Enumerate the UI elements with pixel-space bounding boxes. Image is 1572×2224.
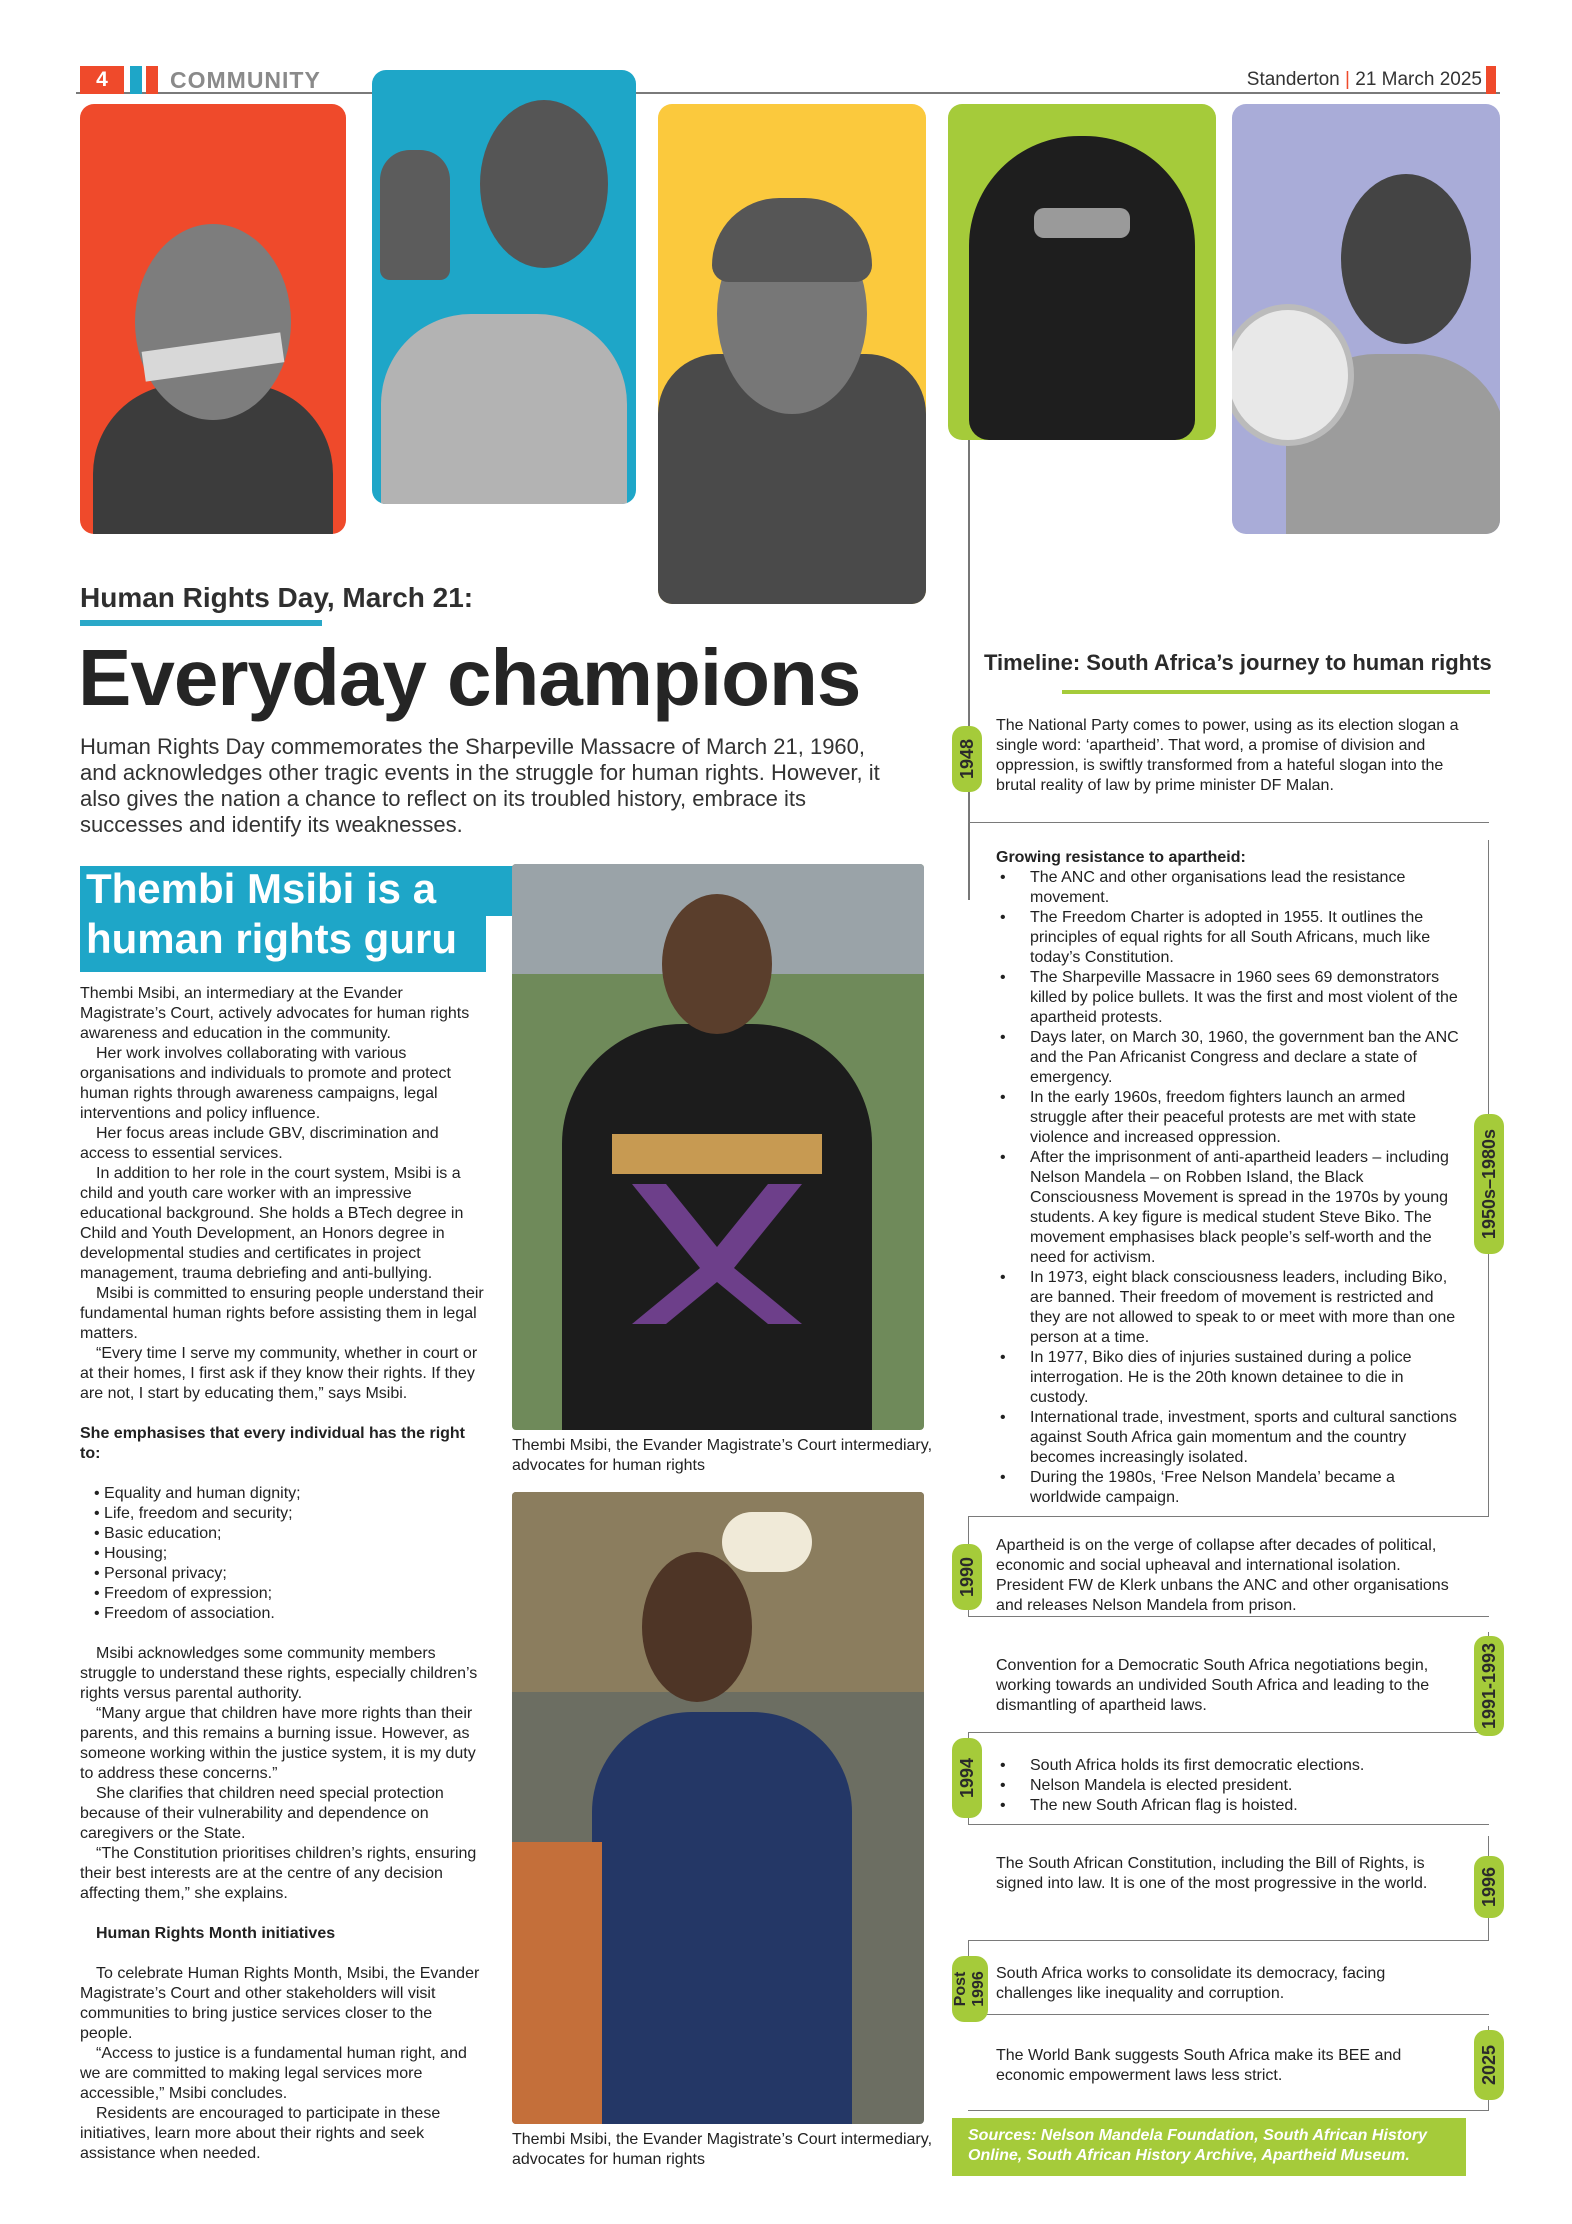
year-badge [952, 726, 982, 792]
kicker: Human Rights Day, March 21: [80, 582, 474, 613]
rights-lead: She emphasises that every individual has the right to: [80, 1425, 466, 1462]
veil-icon [969, 136, 1195, 440]
list-item: • Days later, on March 30, 1960, the government ban the ANC and the Pan Africanist Congress and declare a state of emergency. [996, 1028, 1466, 1088]
gown-icon [562, 1024, 872, 1430]
timeline-bullets [996, 1756, 1466, 1816]
list-item: • International trade, investment, sports and cultural sanctions against South Africa gain momentum and the country becomes increasingly isolated. [996, 1408, 1466, 1468]
list-item: • Freedom of association. [94, 1604, 485, 1624]
year-badge [1474, 1114, 1504, 1254]
portrait-panel-megaphone [1232, 104, 1500, 534]
issue-date: 21 March 2025 [1355, 69, 1482, 90]
list-item: • The new South African flag is hoisted. [996, 1796, 1466, 1816]
year-badge [952, 1956, 988, 2022]
year-badge [1474, 1636, 1504, 1736]
intro-paragraph: Human Rights Day commemorates the Sharpeville Massacre of March 21, 1960, and acknowledges other tragic events in the struggle for human rights. However, it also gives the nation a chance to reflect on its troubled history, embrace its successes and identify its weaknesses. [80, 734, 880, 837]
headline: Everyday champions [78, 633, 861, 722]
photo-caption: Thembi Msibi, the Evander Magistrate’s Court intermediary, advocates for human rights [512, 1437, 933, 1474]
article-paragraph: Thembi Msibi, an intermediary at the Evander Magistrate’s Court, actively advocates for human rights awareness and education in the community. [80, 985, 470, 1042]
eyes-icon [1034, 208, 1130, 238]
article-paragraph: “Access to justice is a fundamental human right, and we are committed to making legal services more accessible,” Msibi concludes. [80, 2045, 467, 2102]
photo-caption: Thembi Msibi, the Evander Magistrate’s Court intermediary, advocates for human rights [512, 2131, 933, 2168]
year-label: 1991-1993 [1479, 1642, 1499, 1730]
article-paragraph: To celebrate Human Rights Month, Msibi, the Evander Magistrate’s Court and other stakeholders will visit communities to bring justice services closer to the people. [80, 1965, 480, 2042]
sources-box: Sources: Nelson Mandela Foundation, South African History Online, South African History Archive, Apartheid Museum. [952, 2118, 1466, 2176]
year-label: Post 1996 [952, 1971, 987, 2007]
article-paragraph: “Every time I serve my community, whether in court or at their homes, I first ask if they know their rights. If they are not, I start by educating them,” says Msibi. [80, 1345, 478, 1402]
year-label: 1990 [957, 1556, 978, 1598]
article-paragraph: Msibi is committed to ensuring people understand their fundamental human rights before assisting them in legal matters. [80, 1285, 484, 1342]
header-accent-blue [130, 66, 142, 94]
article-paragraph: “The Constitution prioritises children’s rights, ensuring their best interests are at the centre of any decision affecting them,” she explains. [80, 1845, 477, 1902]
beanie-icon [712, 198, 872, 282]
portrait-panel-taped-mouth [80, 104, 346, 534]
portrait-body [381, 314, 627, 504]
year-label: 1994 [957, 1757, 978, 1799]
timeline-text: The South African Constitution, including the Bill of Rights, is signed into law. It is one of the most progressive in the world. [996, 1855, 1428, 1892]
timeline-title-underline [1062, 690, 1490, 694]
raised-hand-icon [380, 150, 450, 280]
timeline-text: The National Party comes to power, using as its election slogan a single word: ‘apartheid’. That word, a promise of division and oppression, is swiftly transformed from a hateful slogan into the brutal reality of law by prime minister DF Malan. [996, 717, 1459, 794]
rights-list [94, 1484, 485, 1624]
list-item: • In 1977, Biko dies of injuries sustained during a police interrogation. He is the 20th known detainee to die in custody. [996, 1348, 1466, 1408]
article-paragraph: Her focus areas include GBV, discrimination and access to essential services. [80, 1125, 439, 1162]
face-icon [662, 894, 772, 1034]
list-item: • After the imprisonment of anti-apartheid leaders – including Nelson Mandela – on Robben Island, the Black Consciousness Movement is spread in the 1970s by young students. A key figure is medical student Steve Biko. The movement emphasises black people’s self-worth and the need for activism. [996, 1148, 1466, 1268]
header-accent-red [146, 66, 158, 94]
portrait-head [135, 224, 291, 420]
year-label: 1950s–1980s [1479, 1128, 1499, 1240]
year-badge [952, 1738, 982, 1818]
painting-icon [512, 1842, 602, 2124]
list-item: • The Freedom Charter is adopted in 1955. It outlines the principles of equal rights for all South Africans, much like today’s Constitution. [996, 908, 1466, 968]
article-body [80, 984, 485, 2164]
list-item: • In 1973, eight black consciousness leaders, including Biko, are banned. Their freedom of movement is restricted and they are not allowed to speak to or meet with more than one person at a time. [996, 1268, 1466, 1348]
list-item: • South Africa holds its first democratic elections. [996, 1756, 1466, 1776]
article-paragraph: She clarifies that children need special protection because of their vulnerability and dependence on caregivers or the State. [80, 1785, 444, 1842]
timeline-text: Convention for a Democratic South Africa negotiations begin, working towards an undivided South Africa and leading to the dismantling of apartheid laws. [996, 1657, 1430, 1714]
timeline-text: The World Bank suggests South Africa make its BEE and economic empowerment laws less strict. [996, 2047, 1402, 2084]
year-label: 1948 [957, 738, 978, 780]
article-paragraph: “Many argue that children have more rights than their parents, and this remains a burning issue. However, as someone working within the justice system, it is my duty to address these concerns.” [80, 1705, 476, 1782]
article-section-heading: Human Rights Month initiatives [96, 1925, 336, 1942]
list-item: • Freedom of expression; [94, 1584, 485, 1604]
list-item: • The ANC and other organisations lead the resistance movement. [996, 868, 1466, 908]
article-paragraph: Msibi acknowledges some community members struggle to understand these rights, especially children’s rights versus parental authority. [80, 1645, 478, 1702]
issue-info [1247, 66, 1482, 94]
timeline-heading: Growing resistance to apartheid: [996, 849, 1246, 866]
year-badge [1474, 2030, 1504, 2100]
list-item: • Housing; [94, 1544, 485, 1564]
kicker-underline [80, 620, 322, 626]
town-name: Standerton [1246, 69, 1340, 90]
timeline-text [996, 848, 1466, 1508]
timeline-text [996, 1756, 1466, 1816]
header-accent-right [1486, 66, 1496, 94]
portrait-head [1341, 174, 1471, 344]
timeline-title: Timeline: South Africa’s journey to human rights [984, 650, 1492, 675]
issue-separator: | [1345, 69, 1350, 90]
list-item: • The Sharpeville Massacre in 1960 sees 69 demonstrators killed by police bullets. It was the first and most violent of the apartheid protests. [996, 968, 1466, 1028]
timeline-text: Apartheid is on the verge of collapse after decades of political, economic and social upheaval and international isolation. President FW de Klerk unbans the ANC and other organisations and releases Nelson Mandela from prison. [996, 1537, 1449, 1614]
list-item: • Basic education; [94, 1524, 485, 1544]
portrait-head [480, 100, 608, 268]
article-subhead: Thembi Msibi is a human rights guru [86, 865, 457, 962]
timeline-bullets [996, 868, 1466, 1508]
portrait-panel-veiled-woman [948, 104, 1216, 440]
year-badge [952, 1544, 982, 1610]
sash-icon [612, 1134, 822, 1174]
timeline-text: South Africa works to consolidate its democracy, facing challenges like inequality and corruption. [996, 1965, 1386, 2002]
year-label: 2025 [1479, 2044, 1500, 2086]
page-number: 4 [80, 66, 124, 94]
timeline-connector [968, 440, 970, 900]
face-icon [642, 1552, 752, 1702]
portrait-panel-elderly-man [658, 104, 926, 604]
list-item: • In the early 1960s, freedom fighters launch an armed struggle after their peaceful protests are met with state violence and increased oppression. [996, 1088, 1466, 1148]
list-item: • Personal privacy; [94, 1564, 485, 1584]
portrait-panel-raised-hand [372, 70, 636, 504]
list-item: • During the 1980s, ‘Free Nelson Mandela’ became a worldwide campaign. [996, 1468, 1466, 1508]
flower-headpiece-icon [722, 1512, 812, 1572]
list-item: • Equality and human dignity; [94, 1484, 485, 1504]
article-paragraph: Her work involves collaborating with various organisations and individuals to promote and protect human rights through awareness campaigns, legal interventions and policy influence. [80, 1045, 451, 1122]
section-label: COMMUNITY [170, 67, 321, 93]
article-paragraph: Residents are encouraged to participate in these initiatives, learn more about their rights and seek assistance when needed. [80, 2105, 441, 2162]
photo-msibi-blue-dress [512, 1492, 924, 2124]
photo-msibi-gown [512, 864, 924, 1430]
year-badge [1474, 1856, 1504, 1918]
dress-icon [592, 1712, 852, 2124]
list-item: • Life, freedom and security; [94, 1504, 485, 1524]
article-paragraph: In addition to her role in the court system, Msibi is a child and youth care worker with an impressive educational background. She holds a BTech degree in Child and Youth Development, an Honors degree in developmental studies and certificates in project management, trauma debriefing and anti-bullying. [80, 1165, 464, 1282]
list-item: • Nelson Mandela is elected president. [996, 1776, 1466, 1796]
year-label: 1996 [1479, 1866, 1500, 1908]
